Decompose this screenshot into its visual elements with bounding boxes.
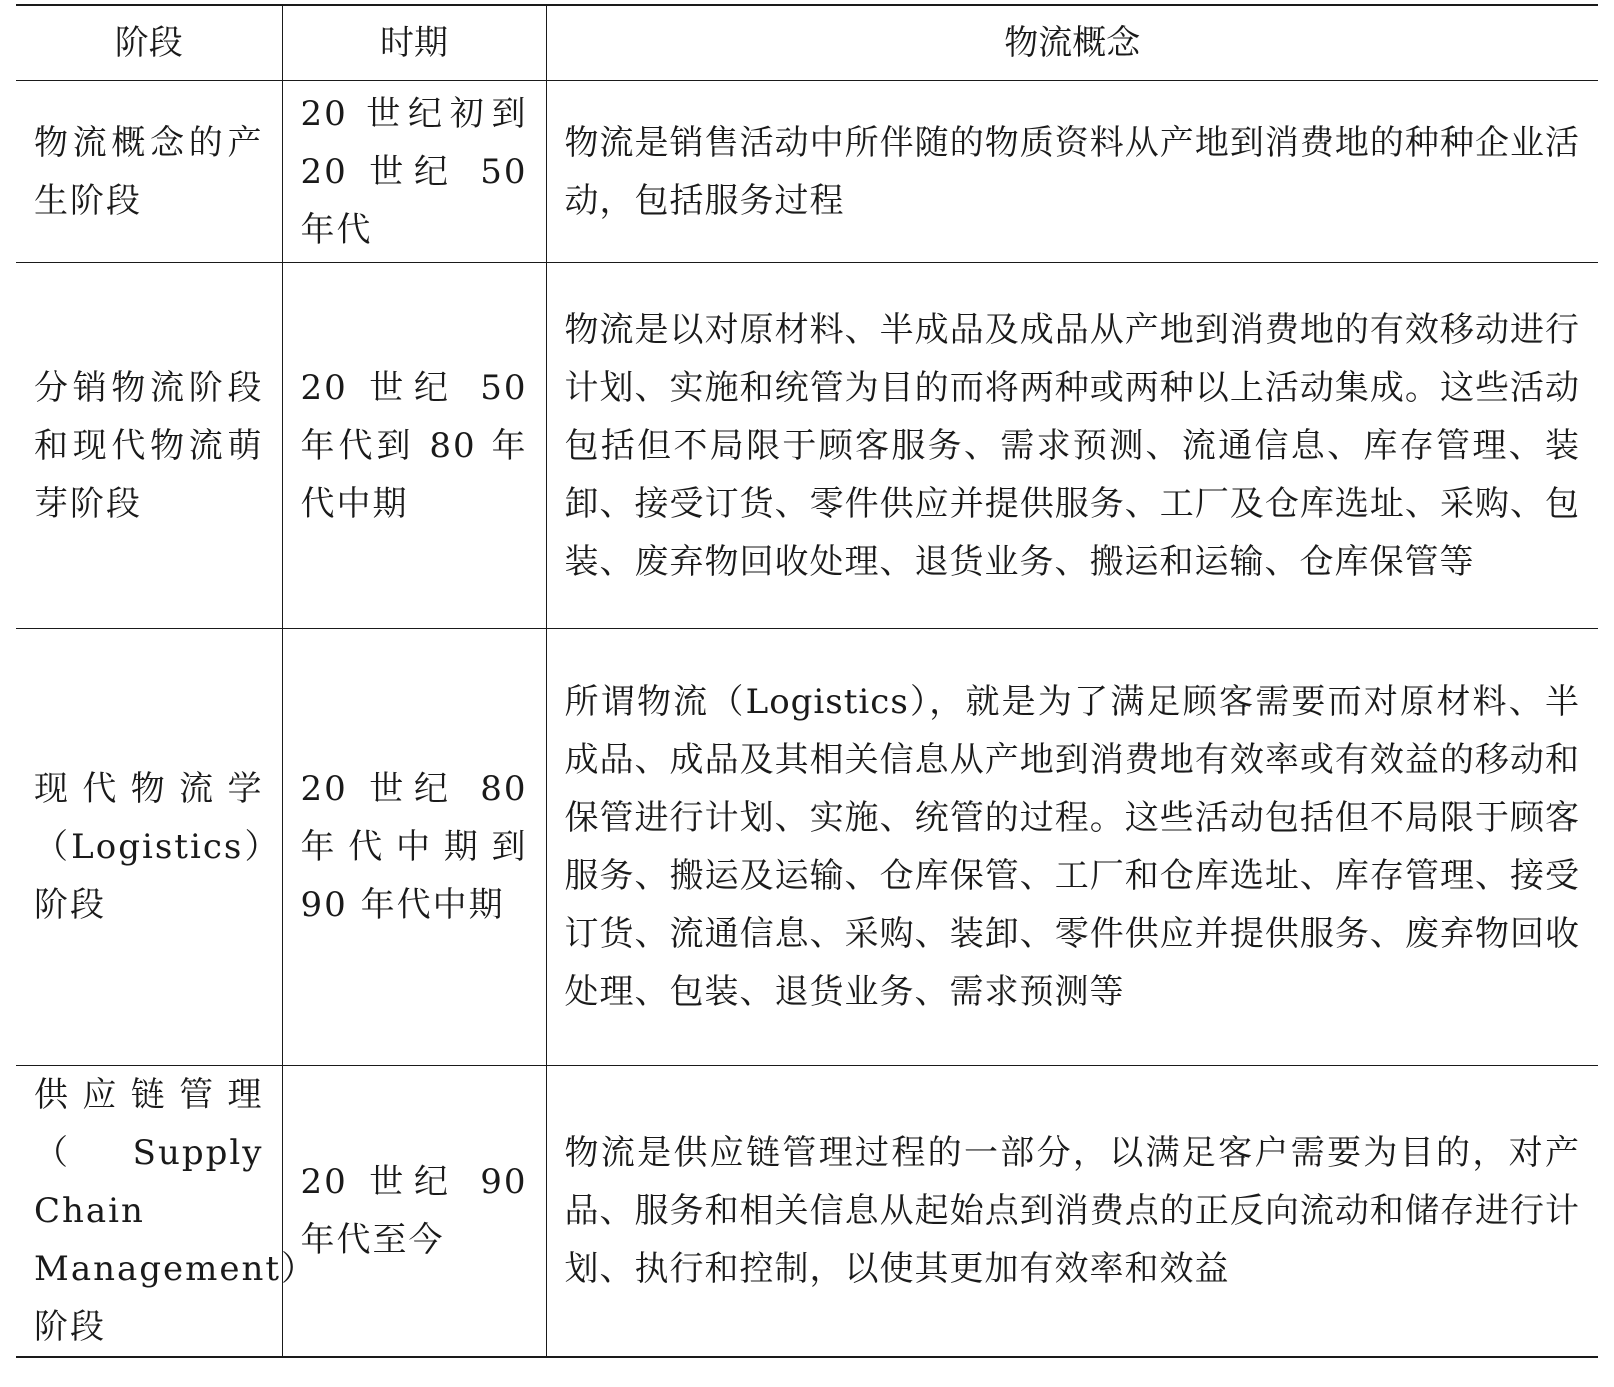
concept-cell: 物流是以对原材料、半成品及成品从产地到消费地的有效移动进行计划、实施和统管为目的而将两种或两种以上活动集成。这些活动包括但不局限于顾客服务、需求预测、流通信息、库存管理、装卸、接受订货、零件供应并提供服务、工厂及仓库选址、采购、包装、废弃物回收处理、退货业务、搬运和运输、仓库保管等 bbox=[546, 263, 1598, 629]
concept-cell: 所谓物流（Logistics），就是为了满足顾客需要而对原材料、半成品、成品及其相关信息从产地到消费地有效率或有效益的移动和保管进行计划、实施、统管的过程。这些活动包括但不局限于顾客服务、搬运及运输、仓库保管、工厂和仓库选址、库存管理、接受订货、流通信息、采购、装卸、零件供应并提供服务、废弃物回收处理、包装、退货业务、需求预测等 bbox=[546, 629, 1598, 1066]
concept-cell: 物流是销售活动中所伴随的物质资料从产地到消费地的种种企业活动，包括服务过程 bbox=[546, 81, 1598, 263]
stage-cell: 分销物流阶段和现代物流萌芽阶段 bbox=[16, 263, 282, 629]
stage-cell: 供应链管理（Supply Chain Management）阶段 bbox=[16, 1066, 282, 1358]
table-row bbox=[16, 1066, 1598, 1358]
period-cell: 20 世纪 80 年代中期到 90 年代中期 bbox=[282, 629, 546, 1066]
table-row bbox=[16, 81, 1598, 263]
period-cell: 20 世纪 90 年代至今 bbox=[282, 1066, 546, 1358]
concept-cell: 物流是供应链管理过程的一部分，以满足客户需要为目的，对产品、服务和相关信息从起始点到消费点的正反向流动和储存进行计划、执行和控制，以使其更加有效率和效益 bbox=[546, 1066, 1598, 1358]
header-concept: 物流概念 bbox=[546, 5, 1598, 81]
header-period: 时期 bbox=[282, 5, 546, 81]
period-cell: 20 世纪 50 年代到 80 年代中期 bbox=[282, 263, 546, 629]
table-row bbox=[16, 629, 1598, 1066]
stage-cell: 物流概念的产生阶段 bbox=[16, 81, 282, 263]
header-stage: 阶段 bbox=[16, 5, 282, 81]
table-header-row bbox=[16, 5, 1598, 81]
logistics-concept-table bbox=[16, 4, 1598, 1358]
stage-cell: 现代物流学（Logistics）阶段 bbox=[16, 629, 282, 1066]
table-row bbox=[16, 263, 1598, 629]
period-cell: 20 世纪初到 20 世纪 50 年代 bbox=[282, 81, 546, 263]
